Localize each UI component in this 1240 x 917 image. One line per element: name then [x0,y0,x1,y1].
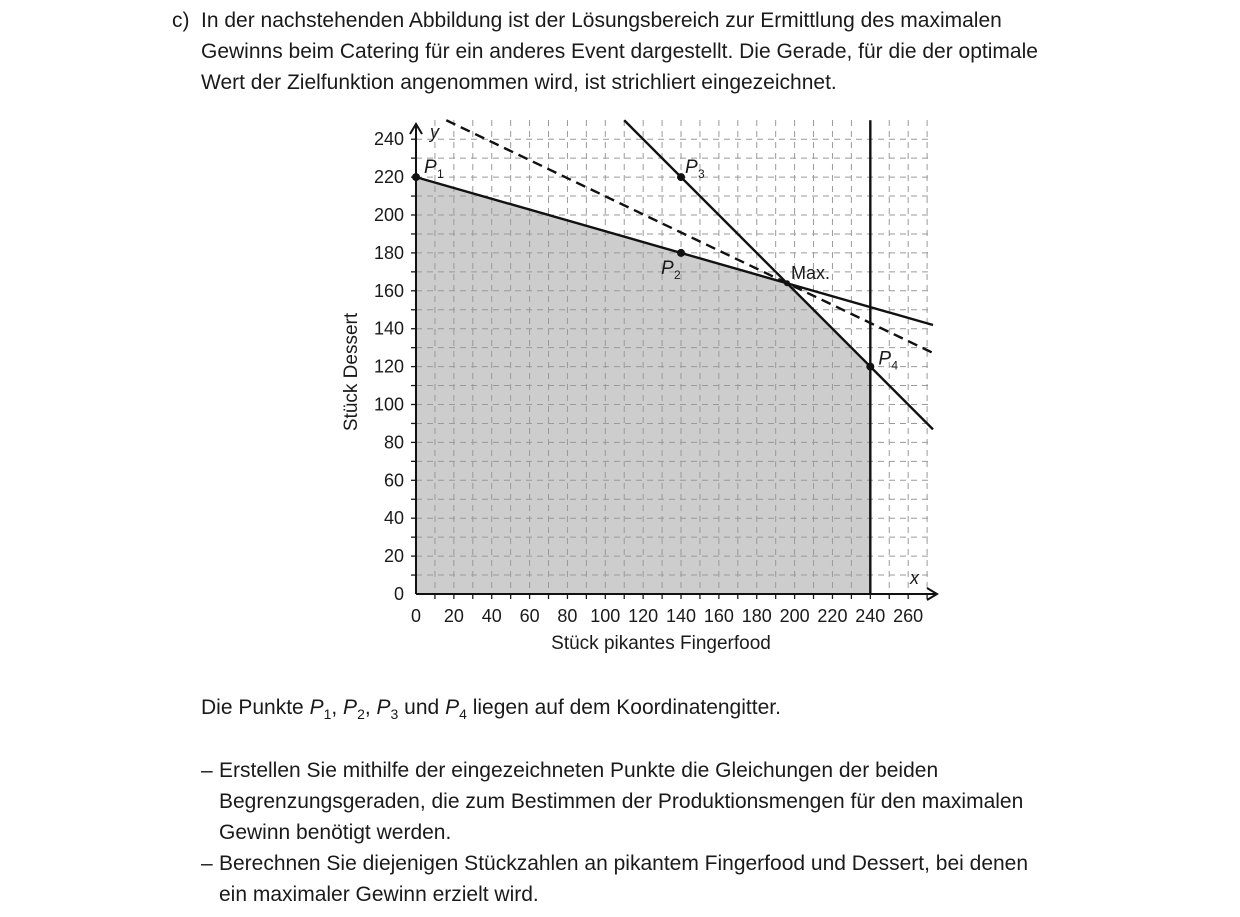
point-P4 [866,363,874,371]
bullet-2-dash: – [201,852,213,875]
bullet-1-line-2: Begrenzungsgeraden, die zum Bestimmen der Produktionsmengen für den maximalen [219,790,1024,813]
y-tick-label: 180 [373,242,404,263]
x-tick-label: 100 [590,606,621,626]
point-label-index: 4 [891,358,899,373]
x-tick-label: 60 [519,606,540,626]
x-tick-label: 160 [703,606,734,626]
bullet-1-line-1: Erstellen Sie mithilfe der eingezeichneten Punkte die Gleichungen der beiden [219,759,939,782]
x-tick-label: 40 [481,606,502,626]
y-axis-title: Stück Dessert [341,312,362,432]
point-label: P [685,157,698,179]
x-tick-label: 180 [741,606,772,626]
max-annotation: Max. [791,263,831,283]
bullet-2-line-2: ein maximaler Gewinn erzielt wird. [219,883,539,906]
y-tick-label: 100 [373,394,404,415]
y-tick-label: 240 [373,129,404,150]
x-tick-label: 0 [410,606,422,626]
y-tick-label: 0 [393,584,404,604]
y-tick-label: 220 [373,167,404,188]
x-tick-label: 240 [855,606,886,626]
point-P2 [677,249,685,257]
bullet-2-line-1: Berechnen Sie diejenigen Stückzahlen an pikantem Fingerfood und Dessert, bei denen [219,852,1029,875]
x-tick-label: 220 [817,606,848,626]
x-tick-label: 200 [779,606,810,626]
intro-line-3: Wert der Zielfunktion angenommen wird, ist strichliert eingezeichnet. [201,71,837,94]
point-P3 [677,173,685,181]
intro-line-1: In der nachstehenden Abbildung ist der Lösungsbereich zur Ermittlung des maximalen [201,9,1002,32]
y-axis-letter: y [430,122,439,142]
intro-line-2: Gewinns beim Catering für ein anderes Event dargestellt. Die Gerade, für die der optimale [201,40,1038,63]
y-tick-label: 80 [383,432,404,453]
x-tick-label: 20 [443,606,464,626]
point-label: P [878,348,892,370]
x-tick-label: 120 [628,606,659,626]
points-sentence: Die Punkte $P_1$, $P_2$, $P_3$ und $P_4$ liegen auf dem Koordinatengitter. [201,696,781,723]
task-label: c) [172,9,190,32]
x-axis-title: Stück pikantes Fingerfood [551,633,771,654]
y-tick-label: 160 [373,280,404,301]
point-label-index: 2 [674,267,681,282]
bullet-1-line-3: Gewinn benötigt werden. [219,821,452,844]
x-tick-label: 260 [893,606,924,626]
y-tick-label: 140 [373,318,404,339]
max-point [784,280,790,286]
bullet-1-dash: – [201,759,213,782]
point-label-index: 1 [437,167,444,182]
x-tick-label: 80 [557,606,578,626]
point-P1 [412,173,420,181]
point-label: P [661,257,674,279]
y-tick-label: 20 [383,546,404,567]
x-axis-letter: x [910,568,919,588]
x-tick-label: 140 [665,606,697,626]
y-tick-label: 200 [373,205,404,225]
point-label-index: 3 [698,167,705,182]
y-tick-label: 60 [383,470,404,491]
point-label: P [424,157,437,179]
y-tick-label: 120 [373,356,404,377]
y-tick-label: 40 [383,508,404,529]
